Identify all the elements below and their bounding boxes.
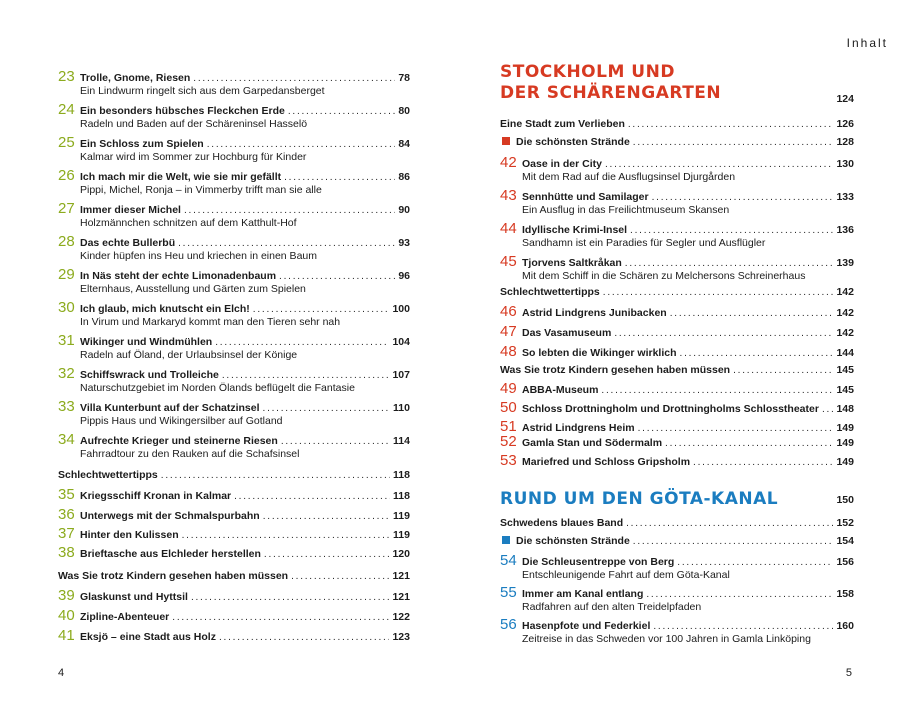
entry-title: Schwedens blaues Band [500,517,624,529]
dot-leader [264,549,390,560]
entry-subtitle: Pippis Haus und Wikingersilber auf Gotland [80,415,283,427]
entry-page-number: 136 [836,224,854,236]
entry-title: Sennhütte und Samilager [522,191,649,203]
toc-entry-44 [500,221,854,249]
dot-leader [630,225,833,236]
entry-title: Villa Kunterbunt auf der Schatzinsel [80,402,260,414]
entry-number: 40 [58,607,75,624]
entry-subtitle: Naturschutzgebiet im Norden Ölands beflügelt die Fantasie [80,382,355,394]
toc-entry-24 [58,102,410,130]
entry-page-number: 86 [398,171,410,183]
dot-leader [670,308,834,319]
entry-number: 52 [500,433,517,450]
entry-title: So lebten die Wikinger wirklich [522,347,677,359]
entry-subtitle: Entschleunigende Fahrt auf dem Göta-Kanal [522,569,730,581]
dot-leader [646,589,833,600]
entry-page-number: 104 [392,336,410,348]
dot-leader [207,139,396,150]
dot-leader [614,328,833,339]
entry-number: 28 [58,233,75,250]
toc-entry-47 [500,324,854,339]
entry-page-number: 123 [392,631,410,643]
toc-entry-48 [500,344,854,359]
toc-must-see [500,364,854,376]
entry-page-number: 142 [836,327,854,339]
entry-page-number: 120 [392,548,410,560]
entry-number: 54 [500,552,517,569]
entry-page-number: 133 [836,191,854,203]
entry-title: Oase in der City [522,158,602,170]
square-bullet-icon [502,137,510,145]
entry-page-number: 84 [398,138,410,150]
entry-subtitle: Radfahren auf den alten Treidelpfaden [522,601,702,613]
entry-page-number: 80 [398,105,410,117]
entry-page-number: 149 [836,437,854,449]
entry-subtitle: Ein Lindwurm ringelt sich aus dem Garpedansberget [80,85,325,97]
dot-leader [693,457,833,468]
entry-number: 47 [500,323,517,340]
toc-entry-25 [58,135,410,163]
toc-entry-43 [500,188,854,216]
entry-subtitle: Radeln auf Öland, der Urlaubsinsel der Könige [80,349,298,361]
entry-title: Glaskunst und Hyttsil [80,591,188,603]
toc-entry-40 [58,608,410,623]
entry-title: Ich glaub, mich knutscht ein Elch! [80,303,250,315]
entry-page-number: 128 [836,136,854,148]
entry-title: Astrid Lindgrens Heim [522,422,635,434]
entry-subtitle: In Virum und Markaryd kommt man den Tieren sehr nah [80,316,341,328]
entry-title: Aufrechte Krieger und steinerne Riesen [80,435,278,447]
entry-page-number: 160 [836,620,854,632]
entry-page-number: 121 [392,570,410,582]
toc-entry-29 [58,267,410,295]
entry-number: 45 [500,253,517,270]
entry-subtitle: Mit dem Rad auf die Ausflugsinsel Djurgården [522,171,736,183]
entry-title: Eine Stadt zum Verlieben [500,118,625,130]
entry-number: 42 [500,154,517,171]
toc-entry-33 [58,399,410,427]
entry-number: 29 [58,266,75,283]
entry-subtitle: Elternhaus, Ausstellung und Gärten zum Spielen [80,283,306,295]
entry-subtitle: Kalmar wird im Sommer zur Hochburg für Kinder [80,151,307,163]
section-title-line-1: STOCKHOLM UND [500,62,675,82]
entry-title: Unterwegs mit der Schmalspurbahn [80,510,260,522]
toc-entry-51 [500,419,854,434]
entry-title: Die schönsten Strände [516,136,630,148]
entry-page-number: 110 [393,402,410,414]
entry-number: 32 [58,365,75,382]
entry-page-number: 158 [836,588,854,600]
dot-leader [288,106,395,117]
entry-title: Kriegsschiff Kronan in Kalmar [80,490,232,502]
section-title-stockholm [500,62,721,104]
dot-leader [182,530,390,541]
toc-entry-42 [500,155,854,183]
entry-number: 49 [500,380,517,397]
toc-rainy-day-tips [500,286,854,298]
dot-leader [603,287,834,298]
entry-page-number: 142 [836,286,854,298]
entry-page-number: 142 [836,307,854,319]
toc-beaches [500,136,854,148]
dot-leader [193,73,395,84]
entry-page-number: 152 [836,517,854,529]
entry-number: 39 [58,587,75,604]
toc-entry-53 [500,453,854,468]
entry-page-number: 96 [398,270,410,282]
entry-subtitle: Mit dem Schiff in die Schären zu Melchersons Schreinerhaus [522,270,806,282]
toc-entry-56 [500,617,854,645]
entry-number: 26 [58,167,75,184]
entry-title: ABBA-Museum [522,384,599,396]
toc-entry-41 [58,628,410,643]
section-page-gota-kanal: 150 [836,494,854,506]
entry-page-number: 145 [836,364,854,376]
entry-page-number: 149 [836,456,854,468]
entry-page-number: 119 [393,510,410,522]
entry-title: Schloss Drottningholm und Drottningholms Schlosstheater [522,403,819,415]
toc-entry-37 [58,526,410,541]
entry-title: Tjorvens Saltkråkan [522,257,622,269]
entry-number: 34 [58,431,75,448]
dot-leader [638,423,834,434]
dot-leader [263,511,390,522]
entry-page-number: 119 [393,529,410,541]
entry-title: Die Schleusentreppe von Berg [522,556,675,568]
entry-page-number: 149 [836,422,854,434]
square-bullet-icon [502,536,510,544]
toc-beaches [500,535,854,547]
entry-number: 48 [500,343,517,360]
entry-title: Brieftasche aus Elchleder herstellen [80,548,261,560]
dot-leader [215,337,389,348]
dot-leader [601,385,833,396]
entry-title: Zipline-Abenteuer [80,611,170,623]
dot-leader [633,536,834,547]
entry-number: 56 [500,616,517,633]
entry-number: 25 [58,134,75,151]
toc-entry-50 [500,400,854,415]
dot-leader [178,238,395,249]
toc-entry-26 [58,168,410,196]
entry-page-number: 130 [836,158,854,170]
dot-leader [172,612,389,623]
entry-title: Ein besonders hübsches Fleckchen Erde [80,105,285,117]
toc-entry-28 [58,234,410,262]
entry-number: 44 [500,220,517,237]
toc-city-intro [500,118,854,130]
entry-title: Trolle, Gnome, Riesen [80,72,191,84]
dot-leader [680,348,834,359]
dot-leader [605,159,834,170]
entry-number: 46 [500,303,517,320]
toc-entry-52 [500,434,854,449]
toc-entry-55 [500,585,854,613]
entry-title: Idyllische Krimi-Insel [522,224,628,236]
toc-must-see [58,570,410,582]
entry-number: 36 [58,506,75,523]
page-number-left: 4 [58,667,65,679]
dot-leader [263,403,391,414]
entry-page-number: 90 [398,204,410,216]
entry-page-number: 122 [392,611,410,623]
section-page-stockholm: 124 [836,93,854,105]
dot-leader [733,365,833,376]
toc-entry-45 [500,254,854,282]
toc-entry-35 [58,487,410,502]
entry-subtitle: Pippi, Michel, Ronja – in Vimmerby trifft man sie alle [80,184,322,196]
toc-entry-46 [500,304,854,319]
entry-page-number: 93 [398,237,410,249]
dot-leader [625,258,834,269]
entry-number: 50 [500,399,517,416]
toc-entry-54 [500,553,854,581]
entry-page-number: 118 [393,490,410,502]
dot-leader [291,571,389,582]
entry-page-number: 156 [836,556,854,568]
entry-title: Schlechtwettertipps [500,286,600,298]
entry-page-number: 114 [393,435,410,447]
dot-leader [253,304,390,315]
dot-leader [677,557,833,568]
entry-page-number: 144 [836,347,854,359]
toc-entry-23 [58,69,410,97]
entry-number: 24 [58,101,75,118]
entry-title: Schiffswrack und Trolleiche [80,369,219,381]
entry-page-number: 78 [398,72,410,84]
toc-entry-36 [58,507,410,522]
entry-title: Mariefred und Schloss Gripsholm [522,456,691,468]
page-number-right: 5 [845,667,852,679]
entry-subtitle: Sandhamn ist ein Paradies für Segler und Ausflügler [522,237,766,249]
entry-subtitle: Kinder hüpfen ins Heu und kriechen in einen Baum [80,250,317,262]
toc-entry-31 [58,333,410,361]
entry-page-number: 145 [836,384,854,396]
section-title-gota-kanal [500,489,778,510]
entry-title: Das Vasamuseum [522,327,612,339]
entry-title: Astrid Lindgrens Junibacken [522,307,667,319]
toc-canal-intro [500,517,854,529]
entry-title: Was Sie trotz Kindern gesehen haben müssen [500,364,731,376]
entry-number: 31 [58,332,75,349]
entry-title: Immer am Kanal entlang [522,588,644,600]
entry-number: 38 [58,544,75,561]
entry-title: Was Sie trotz Kindern gesehen haben müssen [58,570,289,582]
entry-title: Wikinger und Windmühlen [80,336,213,348]
toc-entry-34 [58,432,410,460]
entry-page-number: 118 [393,469,410,481]
entry-page-number: 139 [836,257,854,269]
entry-title: Hinter den Kulissen [80,529,179,541]
entry-title: Schlechtwettertipps [58,469,158,481]
dot-leader [822,404,834,415]
entry-subtitle: Fahrradtour zu den Rauken auf die Schafsinsel [80,448,300,460]
dot-leader [222,370,390,381]
dot-leader [279,271,395,282]
dot-leader [284,172,395,183]
entry-number: 53 [500,452,517,469]
entry-number: 27 [58,200,75,217]
entry-subtitle: Holzmännchen schnitzen auf dem Katthult-Hof [80,217,297,229]
dot-leader [219,632,390,643]
toc-entry-49 [500,381,854,396]
entry-page-number: 107 [392,369,410,381]
running-header: Inhalt [846,36,888,50]
entry-subtitle: Radeln und Baden auf der Schäreninsel Hasselö [80,118,308,130]
dot-leader [281,436,390,447]
entry-title: Ich mach mir die Welt, wie sie mir gefällt [80,171,282,183]
entry-title: In Näs steht der echte Limonadenbaum [80,270,277,282]
toc-rainy-day-tips [58,469,410,481]
entry-page-number: 154 [836,535,854,547]
entry-title: Das echte Bullerbü [80,237,176,249]
dot-leader [633,137,834,148]
entry-page-number: 126 [836,118,854,130]
section-title-line-2: DER SCHÄRENGARTEN [500,83,722,103]
dot-leader [191,592,390,603]
entry-number: 33 [58,398,75,415]
entry-number: 23 [58,68,75,85]
dot-leader [161,470,390,481]
section-title-line-1: RUND UM DEN GÖTA-KANAL [500,489,779,509]
entry-subtitle: Zeitreise in das Schweden vor 100 Jahren in Gamla Linköping [522,633,811,645]
entry-title: Eksjö – eine Stadt aus Holz [80,631,216,643]
entry-title: Gamla Stan und Södermalm [522,437,663,449]
entry-number: 43 [500,187,517,204]
toc-entry-39 [58,588,410,603]
entry-number: 55 [500,584,517,601]
entry-number: 37 [58,525,75,542]
dot-leader [628,119,834,130]
entry-page-number: 148 [836,403,854,415]
toc-entry-32 [58,366,410,394]
toc-entry-30 [58,300,410,328]
entry-page-number: 100 [392,303,410,315]
dot-leader [234,491,390,502]
dot-leader [652,192,834,203]
dot-leader [626,518,833,529]
entry-number: 41 [58,627,75,644]
entry-number: 35 [58,486,75,503]
entry-number: 51 [500,418,517,435]
entry-number: 30 [58,299,75,316]
dot-leader [184,205,395,216]
entry-title: Die schönsten Strände [516,535,630,547]
entry-title: Immer dieser Michel [80,204,181,216]
dot-leader [665,438,833,449]
entry-subtitle: Ein Ausflug in das Freilichtmuseum Skansen [522,204,730,216]
dot-leader [653,621,833,632]
entry-title: Hasenpfote und Federkiel [522,620,651,632]
toc-entry-38 [58,545,410,560]
entry-title: Ein Schloss zum Spielen [80,138,204,150]
entry-page-number: 121 [392,591,410,603]
toc-entry-27 [58,201,410,229]
